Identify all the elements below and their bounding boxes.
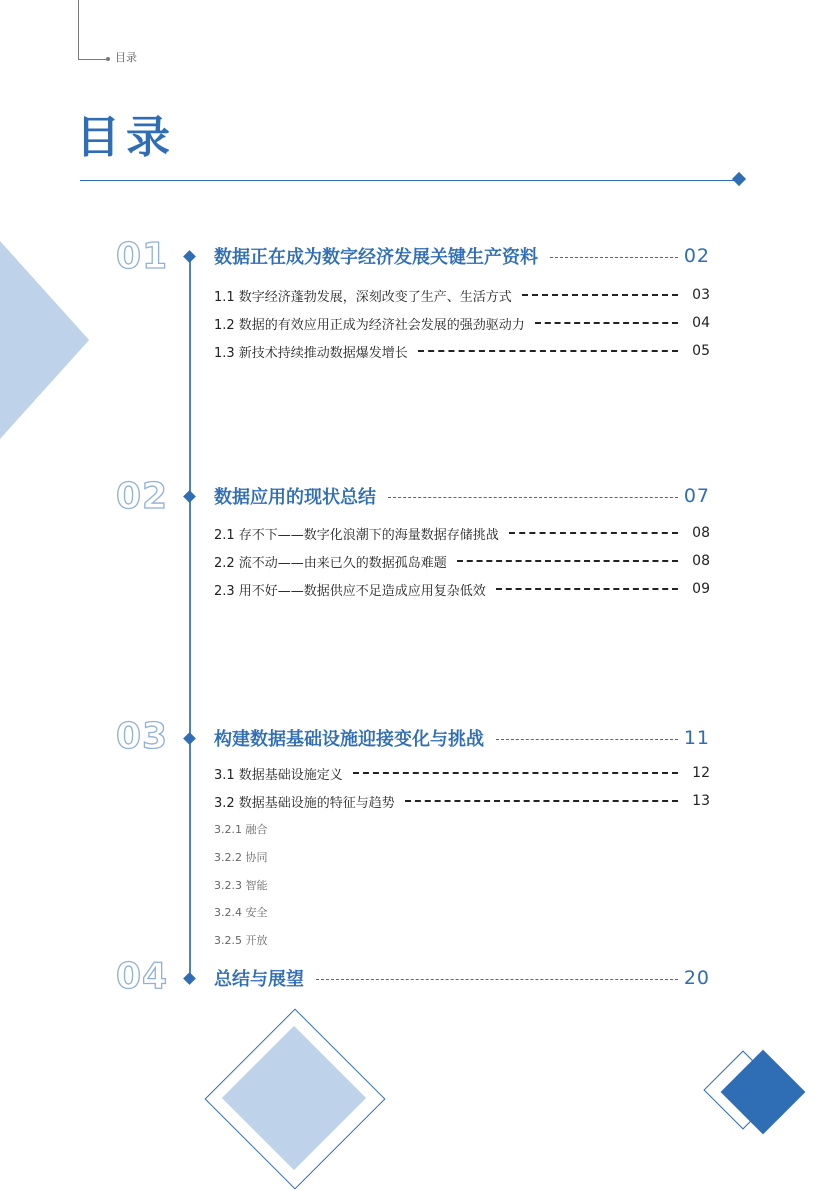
chapter-number: 04 (116, 956, 169, 997)
section-page-number: 03 (692, 287, 710, 303)
dotted-leader (457, 560, 678, 562)
toc-section-entry[interactable] (214, 523, 710, 543)
dotted-leader (496, 588, 678, 590)
toc-section-entry[interactable] (214, 763, 710, 783)
side-diamond-decoration (0, 241, 89, 439)
dotted-leader (388, 497, 678, 498)
dotted-leader (509, 532, 678, 534)
dotted-leader (405, 800, 678, 802)
toc-section-entry[interactable] (214, 313, 710, 333)
toc-subsection-entry[interactable]: 3.2.4 安全 (214, 906, 268, 919)
section-title: 3.2 数据基础设施的特征与趋势 (214, 795, 395, 811)
timeline-node-icon (183, 490, 196, 503)
section-title: 1.2 数据的有效应用正成为经济社会发展的强劲驱动力 (214, 317, 525, 333)
toc-subsection-entry[interactable]: 3.2.5 开放 (214, 934, 268, 947)
divider-diamond-icon (732, 172, 746, 186)
chapter-number: 02 (116, 476, 169, 517)
toc-chapter-entry[interactable] (214, 724, 710, 752)
header-corner-line (78, 59, 108, 60)
dotted-leader (316, 979, 678, 980)
chapter-page-number: 02 (683, 245, 710, 267)
page-title: 目录 (76, 112, 176, 163)
dotted-leader (522, 294, 678, 296)
header-arrow-icon (106, 57, 110, 61)
section-page-number: 09 (692, 581, 710, 597)
timeline-node-icon (183, 972, 196, 985)
section-page-number: 12 (692, 765, 710, 781)
title-divider (80, 180, 736, 181)
toc-subsection-entry[interactable]: 3.2.3 智能 (214, 879, 268, 892)
timeline-node-icon (183, 732, 196, 745)
toc-chapter-entry[interactable] (214, 482, 710, 510)
chapter-title: 数据正在成为数字经济发展关键生产资料 (214, 247, 538, 268)
section-page-number: 04 (692, 315, 710, 331)
dotted-leader (418, 350, 678, 352)
section-page-number: 13 (692, 793, 710, 809)
dotted-leader (550, 257, 678, 258)
section-title: 2.2 流不动——由来已久的数据孤岛难题 (214, 555, 447, 571)
toc-section-entry[interactable] (214, 285, 710, 305)
section-page-number: 08 (692, 553, 710, 569)
chapter-page-number: 11 (683, 727, 710, 749)
section-title: 1.1 数字经济蓬勃发展，深刻改变了生产、生活方式 (214, 289, 512, 305)
toc-section-entry[interactable] (214, 579, 710, 599)
breadcrumb: 目录 (115, 51, 137, 64)
section-title: 2.1 存不下——数字化浪潮下的海量数据存储挑战 (214, 527, 499, 543)
toc-chapter-entry[interactable] (214, 242, 710, 270)
dotted-leader (535, 322, 678, 324)
toc-subsection-entry[interactable]: 3.2.2 协同 (214, 851, 268, 864)
toc-section-entry[interactable] (214, 341, 710, 361)
toc-chapter-entry[interactable] (214, 964, 710, 992)
section-title: 2.3 用不好——数据供应不足造成应用复杂低效 (214, 583, 486, 599)
toc-section-entry[interactable] (214, 791, 710, 811)
chapter-title: 构建数据基础设施迎接变化与挑战 (214, 729, 484, 750)
chapter-number: 03 (116, 716, 169, 757)
section-title: 1.3 新技术持续推动数据爆发增长 (214, 345, 408, 361)
chapter-title: 总结与展望 (214, 969, 304, 990)
section-page-number: 08 (692, 525, 710, 541)
chapter-number: 01 (116, 236, 169, 277)
chapter-title: 数据应用的现状总结 (214, 487, 376, 508)
dotted-leader (353, 772, 678, 774)
section-page-number: 05 (692, 343, 710, 359)
section-title: 3.1 数据基础设施定义 (214, 767, 343, 783)
toc-timeline (189, 256, 191, 980)
header-corner-line (78, 0, 79, 60)
chapter-page-number: 07 (683, 485, 710, 507)
bottom-diamond-decoration (222, 1026, 366, 1170)
chapter-page-number: 20 (683, 967, 710, 989)
dotted-leader (496, 739, 678, 740)
toc-subsection-entry[interactable]: 3.2.1 融合 (214, 823, 268, 836)
toc-section-entry[interactable] (214, 551, 710, 571)
timeline-node-icon (183, 250, 196, 263)
